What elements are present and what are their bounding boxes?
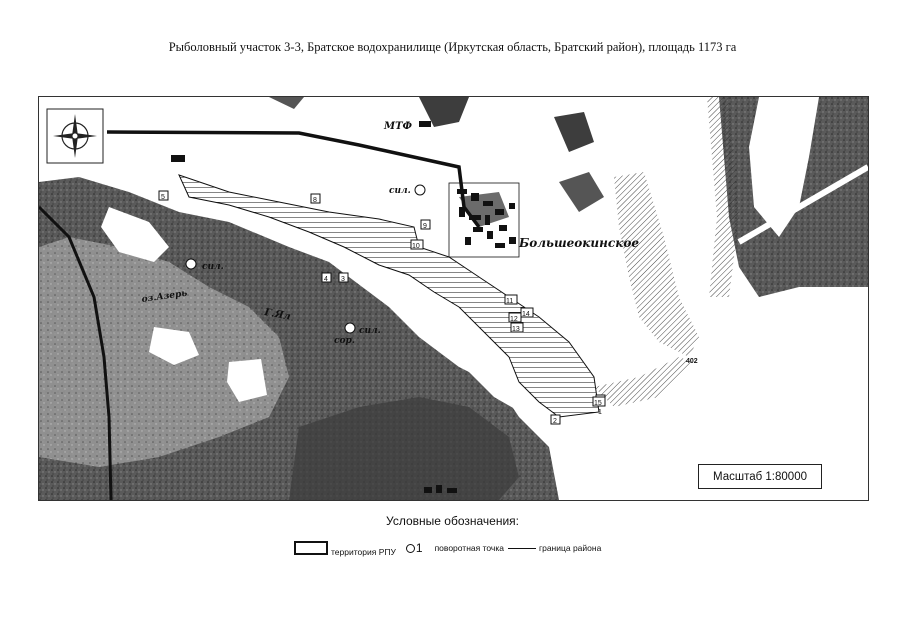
legend-point-label: поворотная точка [434, 543, 504, 553]
turning-point-label: 1 [598, 409, 602, 416]
silo-icon [186, 259, 196, 269]
turning-point-label: 12 [510, 316, 518, 323]
turning-point-label: 11 [506, 298, 514, 305]
silo-icon [415, 185, 425, 195]
legend [294, 538, 601, 558]
turning-point-label: 13 [512, 326, 520, 333]
silo-icon [345, 323, 355, 333]
label-lake: оз.Азерь [141, 288, 188, 305]
turning-point-label: 2 [553, 418, 557, 425]
turning-point-label: 15 [594, 400, 602, 407]
forest-north-4 [559, 172, 604, 212]
scale-label: Масштаб 1:80000 [698, 464, 822, 489]
legend-border-line-icon [508, 548, 536, 549]
turning-point-label: 3 [341, 276, 345, 283]
turning-point-label: 5 [161, 194, 165, 201]
legend-rpu-label: территория РПУ [331, 547, 396, 557]
map-canvas[interactable] [39, 97, 868, 500]
legend-title: Условные обозначения: [386, 514, 519, 528]
building-mtf [419, 121, 431, 127]
label-place: Г.Ял [263, 307, 292, 323]
compass-rose-icon [47, 109, 103, 163]
map-frame[interactable] [38, 96, 869, 501]
point-402-label: 402 [686, 358, 698, 365]
label-sor: сор. [334, 336, 355, 346]
turning-point-label: 14 [522, 311, 530, 318]
label-sil-2: сил. [202, 262, 224, 272]
label-sil-1: сил. [389, 186, 411, 196]
legend-point-number: 1 [415, 541, 423, 555]
map-title: Рыболовный участок 3-3, Братское водохранилище (Иркутская область, Братский район), площадь 1173 га [168, 40, 737, 54]
forest-north-3 [554, 112, 594, 152]
label-village: Большеокинское [519, 236, 639, 250]
legend-border-label: граница района [539, 543, 602, 553]
district-strip-south [594, 357, 694, 407]
legend-rpu-swatch [294, 541, 328, 555]
turning-point-label: 9 [423, 223, 427, 230]
label-sil-3: сил. [359, 326, 381, 336]
turning-point-label: 8 [313, 197, 317, 204]
building-north [171, 155, 185, 162]
turning-point-label: 10 [412, 243, 420, 250]
district-strip-north [614, 172, 699, 357]
turning-point-label: 4 [324, 276, 328, 283]
label-mtf: МТФ [384, 121, 412, 132]
forest-north-2 [269, 97, 304, 109]
legend-point-icon [406, 544, 415, 553]
